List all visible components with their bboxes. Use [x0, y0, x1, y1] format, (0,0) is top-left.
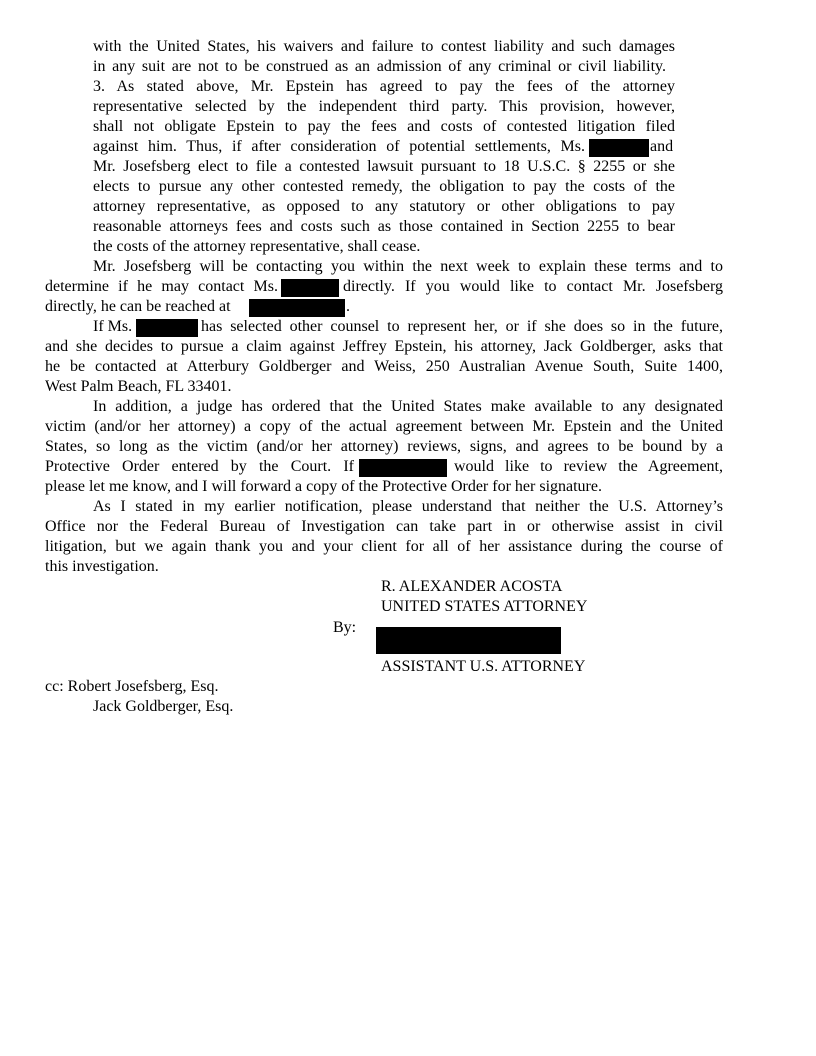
redaction-bar: [249, 299, 345, 317]
text-line: Office nor the Federal Bureau of Investigation can take part in or otherwise assist in civil: [45, 518, 723, 535]
text-line: litigation, but we again thank you and your client for all of her assistance during the course of: [45, 538, 723, 555]
text-line: 3. As stated above, Mr. Epstein has agreed to pay the fees of the attorney: [93, 78, 675, 95]
cc-line: Jack Goldberger, Esq.: [93, 698, 234, 715]
text-line: shall not obligate Epstein to pay the fees and costs of contested litigation filed: [93, 118, 675, 135]
text-fragment: directly, he can be reached at: [45, 298, 231, 315]
text-fragment: has selected other counsel to represent her, or if she does so in the future,: [201, 318, 723, 335]
text-line: the costs of the attorney representative, shall cease.: [93, 238, 421, 255]
text-line: and she decides to pursue a claim against Jeffrey Epstein, his attorney, Jack Goldberger, asks that: [45, 338, 723, 355]
redacted-signature: [376, 627, 561, 654]
text-line: West Palm Beach, FL 33401.: [45, 378, 232, 395]
text-fragment: and: [650, 138, 674, 155]
text-fragment: directly. If you would like to contact Mr. Josefsberg: [343, 278, 723, 295]
signatory-title: ASSISTANT U.S. ATTORNEY: [381, 658, 586, 675]
text-line: reasonable attorneys fees and costs such as those contained in Section 2255 to bear: [93, 218, 675, 235]
text-line: with the United States, his waivers and failure to contest liability and such damages: [93, 38, 675, 55]
text-line: attorney representative, as opposed to any statutory or other obligations to pay: [93, 198, 675, 215]
text-line: he be contacted at Atterbury Goldberger and Weiss, 250 Australian Avenue South, Suite 1400,: [45, 358, 723, 375]
text-line: victim (and/or her attorney) a copy of the actual agreement between Mr. Epstein and the United: [45, 418, 723, 435]
text-line: Mr. Josefsberg will be contacting you within the next week to explain these terms and to: [93, 258, 723, 275]
text-line: elects to pursue any other contested remedy, the obligation to pay the costs of the: [93, 178, 675, 195]
redaction-bar: [589, 139, 649, 157]
cc-line: cc: Robert Josefsberg, Esq.: [45, 678, 219, 695]
text-line: As I stated in my earlier notification, please understand that neither the U.S. Attorney’s: [93, 498, 723, 515]
text-fragment: would like to review the Agreement,: [454, 458, 723, 475]
text-fragment: .: [346, 298, 350, 315]
redaction-bar: [359, 459, 447, 477]
text-line: representative selected by the independent third party. This provision, however,: [93, 98, 675, 115]
text-line: Mr. Josefsberg elect to file a contested lawsuit pursuant to 18 U.S.C. § 2255 or she: [93, 158, 675, 175]
text-line: against him. Thus, if after consideration of potential settlements, Ms.: [93, 138, 585, 155]
text-line: in any suit are not to be construed as an admission of any criminal or civil liability.: [93, 58, 666, 75]
text-line: States, so long as the victim (and/or her attorney) reviews, signs, and agrees to be bound by a: [45, 438, 723, 455]
text-line: please let me know, and I will forward a copy of the Protective Order for her signature.: [45, 478, 602, 495]
text-line: this investigation.: [45, 558, 159, 575]
signatory-office: UNITED STATES ATTORNEY: [381, 598, 588, 615]
signatory-name: R. ALEXANDER ACOSTA: [381, 578, 563, 595]
by-label: By:: [333, 619, 357, 636]
text-line: Protective Order entered by the Court. If: [45, 458, 354, 475]
text-line: determine if he may contact Ms.: [45, 278, 278, 295]
redaction-bar: [281, 279, 339, 297]
redaction-bar: [136, 319, 198, 337]
text-fragment: If Ms.: [93, 318, 133, 335]
text-line: In addition, a judge has ordered that the United States make available to any designated: [93, 398, 723, 415]
